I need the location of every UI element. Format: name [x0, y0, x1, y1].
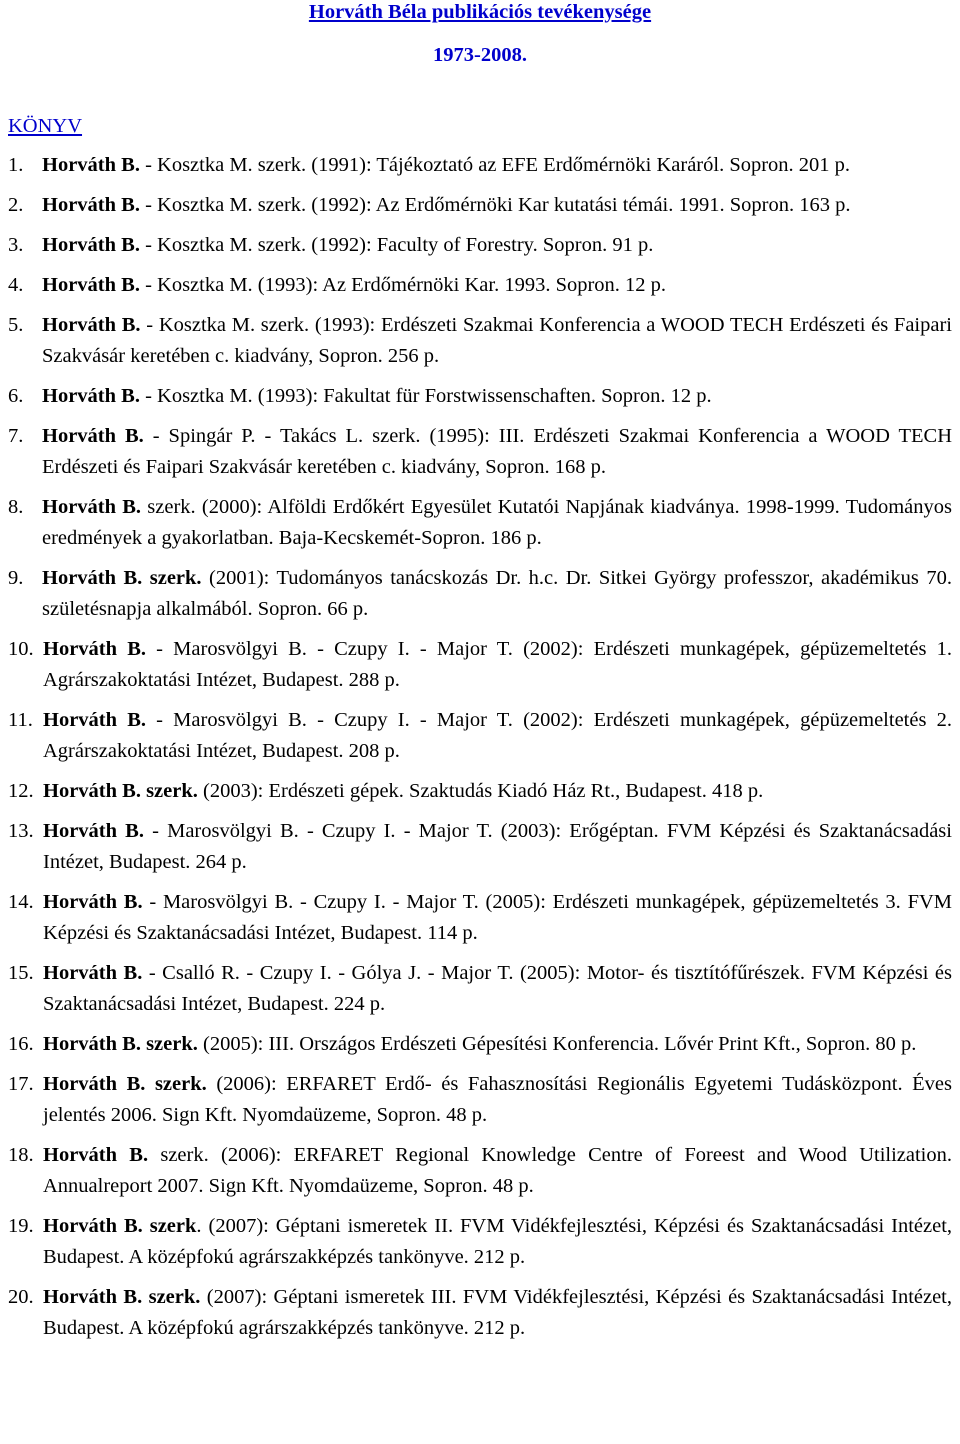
publication-author: Horváth B.	[43, 891, 143, 913]
publication-list	[8, 150, 952, 1344]
publication-author: Horváth B.	[43, 820, 144, 842]
publication-text	[43, 1029, 952, 1060]
publication-text	[43, 1069, 952, 1131]
publication-details: - Marosvölgyi B. - Czupy I. - Major T. (2005): Erdészeti munkagépek, gépüzemeltetés 3. FVM Képzési és Szaktanácsadási Intézet, Budapest. 114 p.	[43, 891, 952, 944]
publication-number: 8.	[8, 496, 24, 518]
publication-text	[42, 230, 952, 261]
publication-number: 6.	[8, 385, 24, 407]
publication-number: 20.	[8, 1286, 34, 1308]
publication-details: - Csalló R. - Czupy I. - Gólya J. - Major T. (2005): Motor- és tisztítófűrészek. FVM Képzési és Szaktanácsadási Intézet, Budapest. 224 p.	[43, 962, 953, 1015]
publication-number: 15.	[8, 962, 34, 984]
publication-number: 4.	[8, 274, 24, 296]
publication-number: 18.	[8, 1144, 34, 1166]
publication-text	[43, 634, 952, 696]
publication-text	[43, 958, 952, 1020]
publication-details: (2007): Géptani ismeretek III. FVM Vidékfejlesztési, Képzési és Szaktanácsadási Intézet, Budapest. A középfokú agrárszakképzés tankönyve. 212 p.	[43, 1286, 953, 1339]
publication-details: - Marosvölgyi B. - Czupy I. - Major T. (2002): Erdészeti munkagépek, gépüzemeltetés 2. Agrárszakoktatási Intézet, Budapest. 208 p.	[43, 709, 952, 762]
publication-text	[43, 887, 952, 949]
publication-author: Horváth B. szerk.	[43, 1073, 207, 1095]
publication-number: 19.	[8, 1215, 34, 1237]
publication-author: Horváth B. szerk	[43, 1215, 197, 1237]
publication-author: Horváth B.	[42, 274, 140, 296]
publication-item	[8, 1282, 952, 1344]
section-heading-konyv: KÖNYV	[8, 115, 83, 137]
publication-details: - Kosztka M. szerk. (1993): Erdészeti Szakmai Konferencia a WOOD TECH Erdészeti és Faipari Szakvásár keretében c. kiadvány, Sopron. 256 p.	[42, 314, 952, 367]
publication-item	[8, 1140, 952, 1202]
publication-number: 3.	[8, 234, 24, 256]
publication-author: Horváth B. szerk.	[43, 780, 198, 802]
publication-number: 10.	[8, 638, 34, 660]
publication-text	[42, 310, 952, 372]
publication-author: Horváth B.	[43, 962, 143, 984]
publication-text	[42, 150, 952, 181]
publication-item	[8, 1069, 952, 1131]
publication-item	[8, 563, 952, 625]
publication-author: Horváth B.	[42, 234, 140, 256]
publication-author: Horváth B. szerk.	[42, 567, 202, 589]
publication-author: Horváth B.	[42, 425, 144, 447]
publication-author: Horváth B.	[42, 314, 141, 336]
publication-item	[8, 958, 952, 1020]
publication-number: 2.	[8, 194, 24, 216]
publication-details: - Spingár P. - Takács L. szerk. (1995): III. Erdészeti Szakmai Konferencia a WOOD TECH Erdészeti és Faipari Szakvásár keretében c. kiadvány, Sopron. 168 p.	[42, 425, 952, 478]
publication-number: 12.	[8, 780, 34, 802]
publication-item	[8, 270, 952, 301]
publication-author: Horváth B.	[43, 638, 146, 660]
publication-details: - Marosvölgyi B. - Czupy I. - Major T. (2003): Erőgéptan. FVM Képzési és Szaktanácsadási Intézet, Budapest. 264 p.	[43, 820, 952, 873]
publication-author: Horváth B.	[42, 496, 142, 518]
publication-text	[42, 381, 952, 412]
publication-details: - Kosztka M. szerk. (1992): Faculty of Forestry. Sopron. 91 p.	[139, 234, 654, 256]
publication-details: (2006): ERFARET Erdő- és Fahasznosítási Regionális Egyetemi Tudásközpont. Éves jelentés 2006. Sign Kft. Nyomdaüzeme, Sopron. 48 p.	[43, 1073, 952, 1126]
publication-item	[8, 421, 952, 483]
publication-author: Horváth B.	[43, 1144, 149, 1166]
publication-author: Horváth B. szerk.	[43, 1286, 201, 1308]
publication-item	[8, 310, 952, 372]
publication-text	[43, 1211, 952, 1273]
publication-text	[43, 1140, 952, 1202]
publication-author: Horváth B.	[42, 385, 140, 407]
publication-details: - Kosztka M. szerk. (1991): Tájékoztató az EFE Erdőmérnöki Karáról. Sopron. 201 p.	[139, 154, 851, 176]
publication-details: - Kosztka M. (1993): Az Erdőmérnöki Kar. 1993. Sopron. 12 p.	[139, 274, 667, 296]
publication-item	[8, 150, 952, 181]
publication-details: szerk. (2000): Alföldi Erdőkért Egyesület Kutatói Napjának kiadványa. 1998-1999. Tudományos eredmények a gyakorlatban. Baja-Kecskemét-Sopron. 186 p.	[42, 496, 952, 549]
publication-author: Horváth B.	[43, 709, 146, 731]
publication-number: 5.	[8, 314, 24, 336]
publication-item	[8, 634, 952, 696]
publication-text	[42, 190, 952, 221]
publication-number: 7.	[8, 425, 24, 447]
publication-details: szerk. (2006): ERFARET Regional Knowledge Centre of Foreest and Wood Utilization. Annualreport 2007. Sign Kft. Nyomdaüzeme, Sopron. 48 p.	[43, 1144, 952, 1197]
publication-text	[42, 421, 952, 483]
publication-details: - Kosztka M. (1993): Fakultat für Forstwissenschaften. Sopron. 12 p.	[139, 385, 712, 407]
publication-details: . (2007): Géptani ismeretek II. FVM Vidékfejlesztési, Képzési és Szaktanácsadási Intézet, Budapest. A középfokú agrárszakképzés tankönyve. 212 p.	[43, 1215, 953, 1268]
publication-number: 1.	[8, 154, 24, 176]
publication-item	[8, 190, 952, 221]
publication-number: 13.	[8, 820, 34, 842]
publication-number: 11.	[8, 709, 33, 731]
publication-text	[42, 563, 952, 625]
publication-text	[43, 705, 952, 767]
publication-author: Horváth B.	[42, 154, 140, 176]
publication-number: 16.	[8, 1033, 34, 1055]
publication-number: 14.	[8, 891, 34, 913]
publication-text	[42, 492, 952, 554]
publication-text	[42, 270, 952, 301]
publication-text	[43, 776, 952, 807]
publication-details: (2005): III. Országos Erdészeti Gépesítési Konferencia. Lővér Print Kft., Sopron. 80 p.	[197, 1033, 917, 1055]
publication-item	[8, 1211, 952, 1273]
publication-item	[8, 776, 952, 807]
publication-item	[8, 492, 952, 554]
publication-details: - Kosztka M. szerk. (1992): Az Erdőmérnöki Kar kutatási témái. 1991. Sopron. 163 p.	[139, 194, 851, 216]
publication-number: 9.	[8, 567, 24, 589]
publication-item	[8, 1029, 952, 1060]
publication-details: (2003): Erdészeti gépek. Szaktudás Kiadó Ház Rt., Budapest. 418 p.	[197, 780, 764, 802]
publication-author: Horváth B.	[42, 194, 140, 216]
publication-item	[8, 230, 952, 261]
document-title: Horváth Béla publikációs tevékenysége	[308, 1, 652, 23]
publication-item	[8, 705, 952, 767]
publication-details: (2001): Tudományos tanácskozás Dr. h.c. Dr. Sitkei György professzor, akadémikus 70. születésnapja alkalmából. Sopron. 66 p.	[42, 567, 952, 620]
publication-text	[43, 816, 952, 878]
document-years: 1973-2008.	[433, 44, 527, 66]
publication-text	[43, 1282, 952, 1344]
publication-details: - Marosvölgyi B. - Czupy I. - Major T. (2002): Erdészeti munkagépek, gépüzemeltetés 1. Agrárszakoktatási Intézet, Budapest. 288 p.	[43, 638, 952, 691]
publication-author: Horváth B. szerk.	[43, 1033, 198, 1055]
publication-item	[8, 816, 952, 878]
publication-item	[8, 381, 952, 412]
publication-number: 17.	[8, 1073, 34, 1095]
publication-item	[8, 887, 952, 949]
